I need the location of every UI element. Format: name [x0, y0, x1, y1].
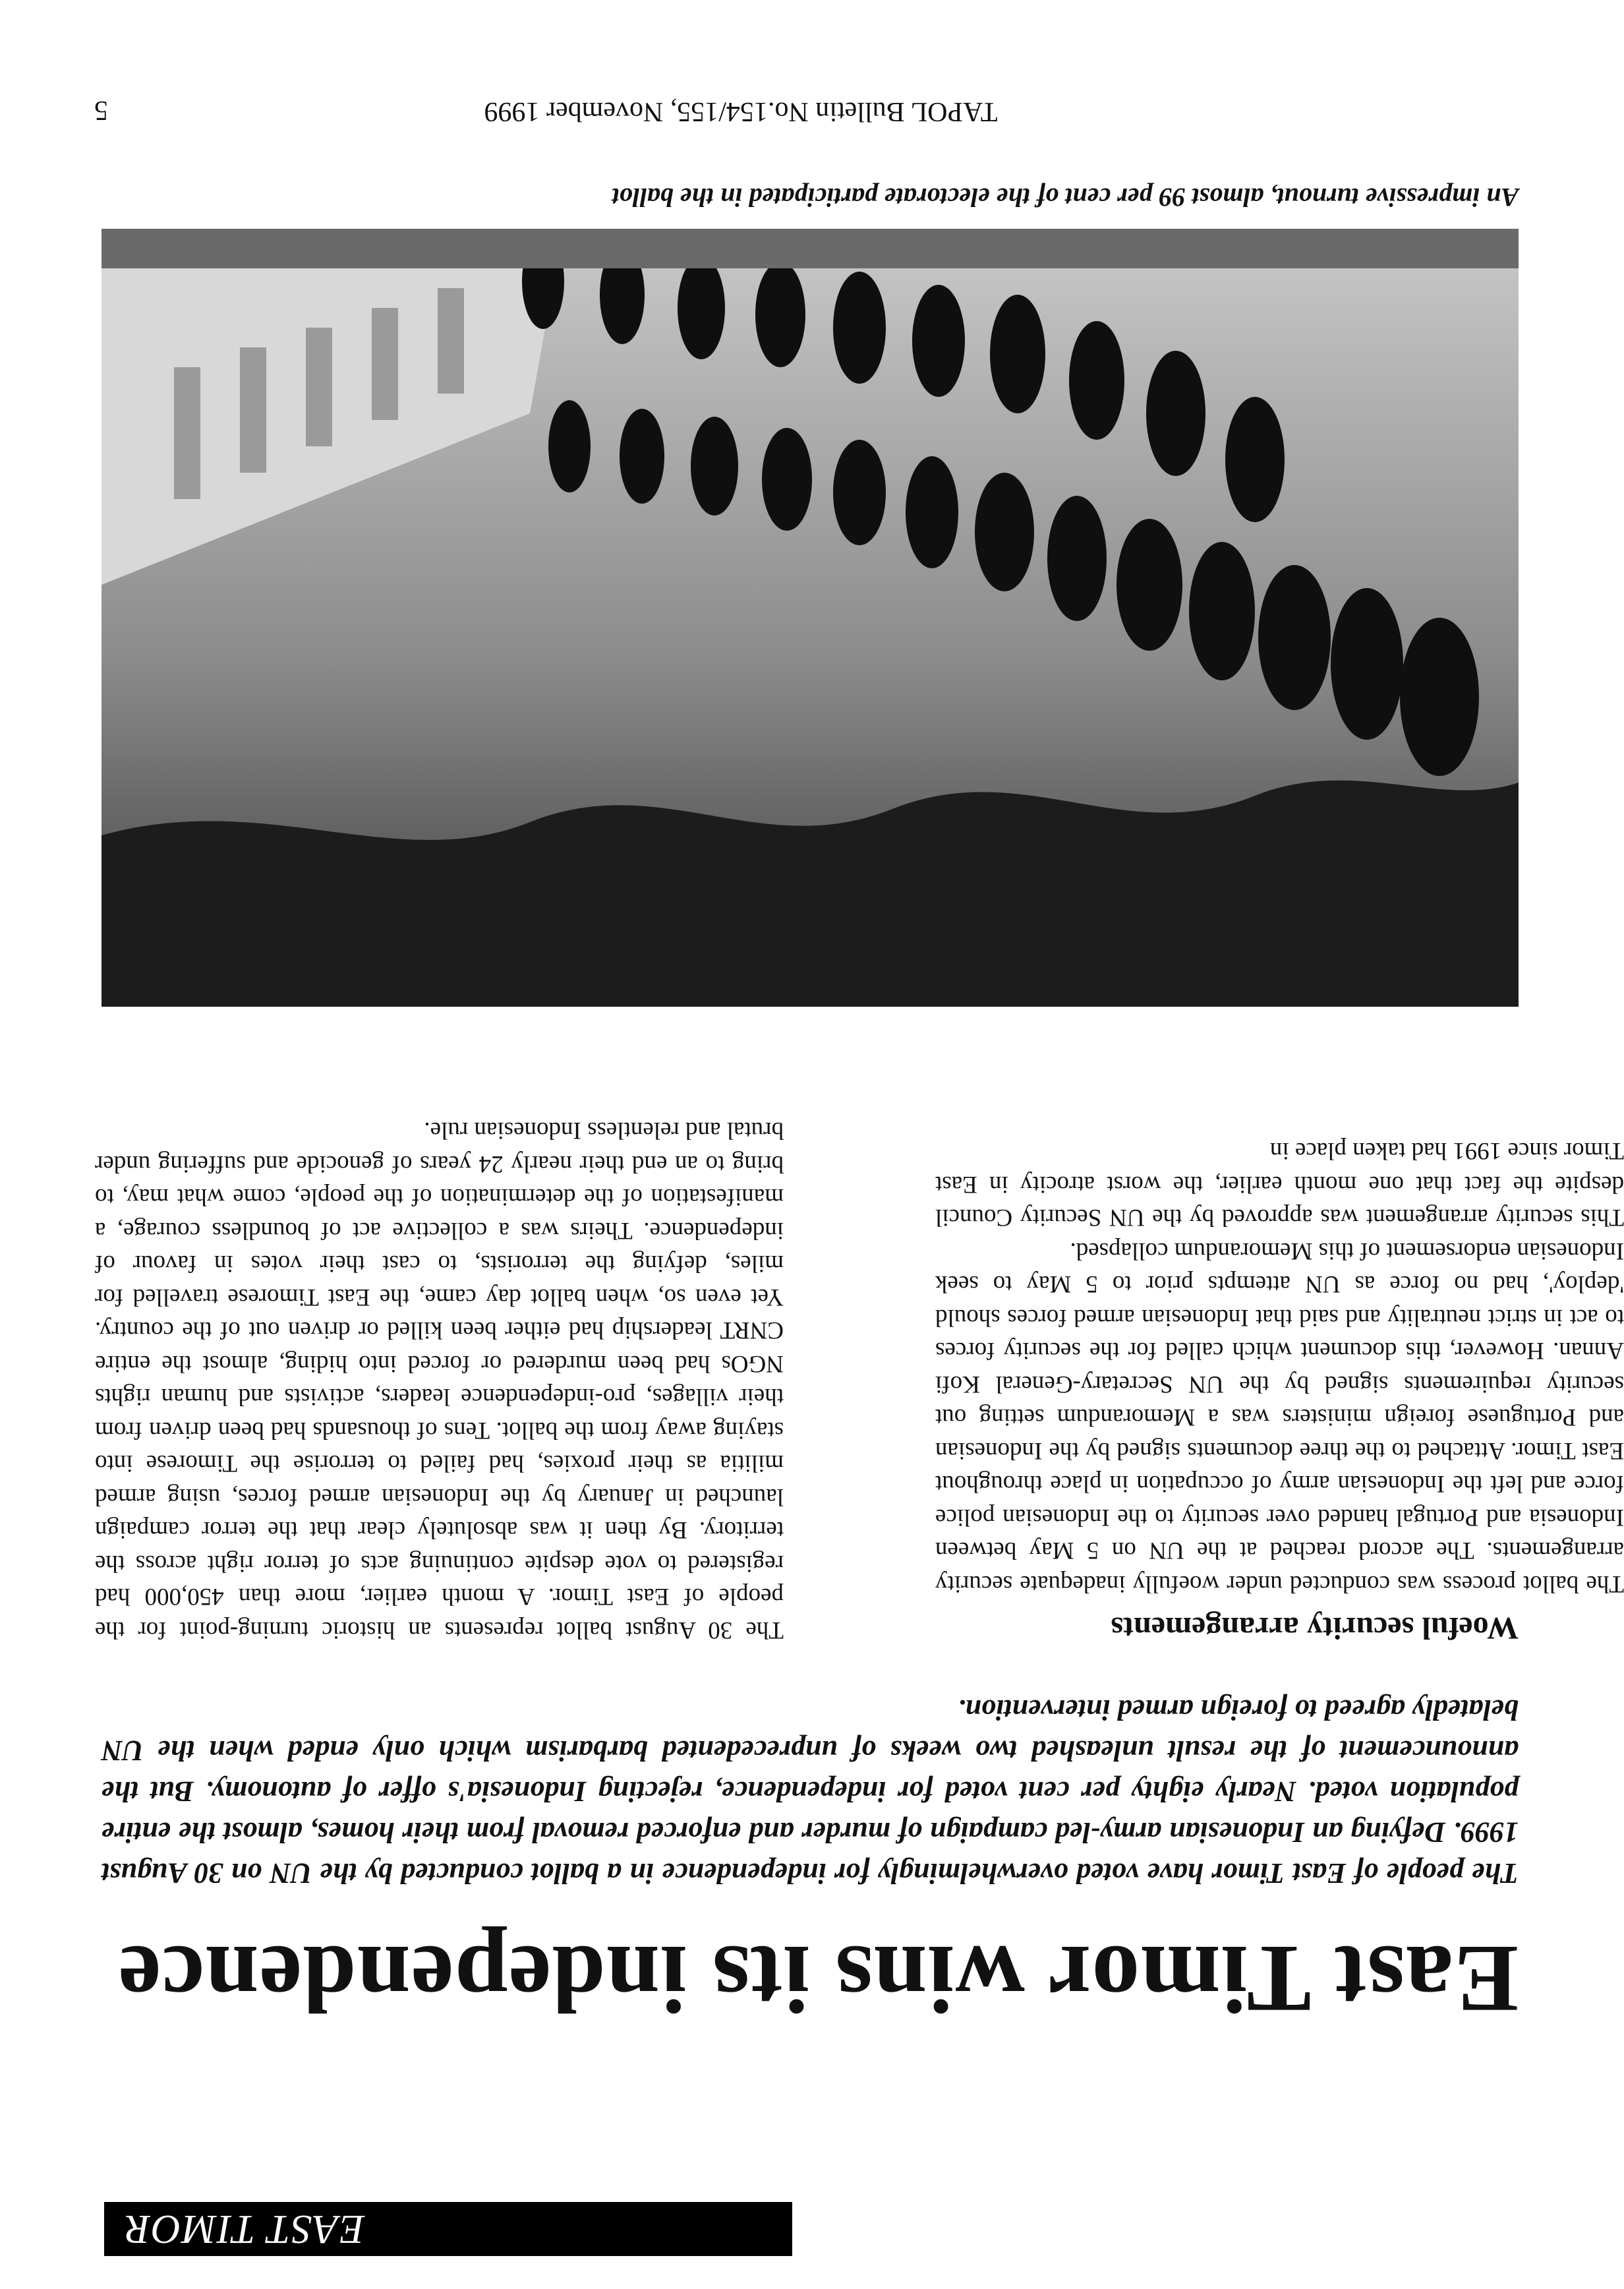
page-number: 5	[94, 95, 108, 125]
photo-caption: An impressive turnout, almost 99 per cent of the electorate participated in the ballot	[612, 183, 1519, 212]
article-column-right: The 30 August ballot represents an historic turning-point for the people of East Timor. A month earlier, more than 450,000 had registered to vote despite continuing acts of terror right across the territory. By then it was absolutely clear that the terror campaign launched in January by the Indonesian armed forces, using armed militia as their proxies, had failed to terrorise the Timorese into staying away from the ballot. Tens of thousands had been driven from their villages, pro-independence leaders, activists and human rights NGOs had been murdered or forced into hiding, almost the entire CNRT leadership had either been killed or driven out of the country. Yet even so, when ballot day came, the East Timorese travelled for miles, defying the terrorists, to cast their votes in favour of independence. Theirs was a collective act of boundless courage, a manifestation of the determination of the people, come what may, to bring to an end their nearly 24 years of genocide and suffering under brutal and relentless Indonesian rule.	[95, 1117, 784, 1644]
section-subheading: Woeful security arrangements	[1111, 1611, 1519, 1646]
section-label: EAST TIMOR	[124, 2207, 365, 2251]
intro-paragraph: The people of East Timor have voted overwhelmingly for independence in a ballot conducted by the UN on 30 August 1999. Defying an Indonesian army-led campaign of murder and enforced removal from their homes, almost the entire population voted. Nearly eighty per cent voted for independence, rejecting Indonesia's offer of autonomy. But the announcement of the result unleashed two weeks of unprecedented barbarism which only ended when the UN belatedly agreed to foreign armed intervention.	[102, 1694, 1519, 1889]
bulletin-footer: TAPOL Bulletin No.154/155, November 1999	[484, 96, 998, 127]
article-column-left: The ballot process was conducted under woefully inadequate security arrangements. The accord reached at the UN on 5 May between Indonesia and Portugal handed over security to the Indonesian police force and left the Indonesian army of occupation in place throughout East Timor. Attached to the three documents signed by the Indonesian and Portuguese foreign ministers was a Memorandum setting out security requirements signed by the UN Secretary-General Kofi Annan. However, this document which called for the security forces to act in strict neutrality and said that Indonesian armed forces should 'deploy', had no force as UN attempts prior to 5 May to seek Indonesian endorsement of this Memorandum collapsed. This security arrangement was approved by the UN Security Council despite the fact that one month earlier, the worst atrocity in East Timor since 1991 had taken place in	[935, 1137, 1624, 1597]
section-banner	[104, 2202, 792, 2256]
page-title: East Timor wins its independence	[117, 1926, 1519, 2033]
voters-queue-photo	[102, 229, 1519, 1007]
